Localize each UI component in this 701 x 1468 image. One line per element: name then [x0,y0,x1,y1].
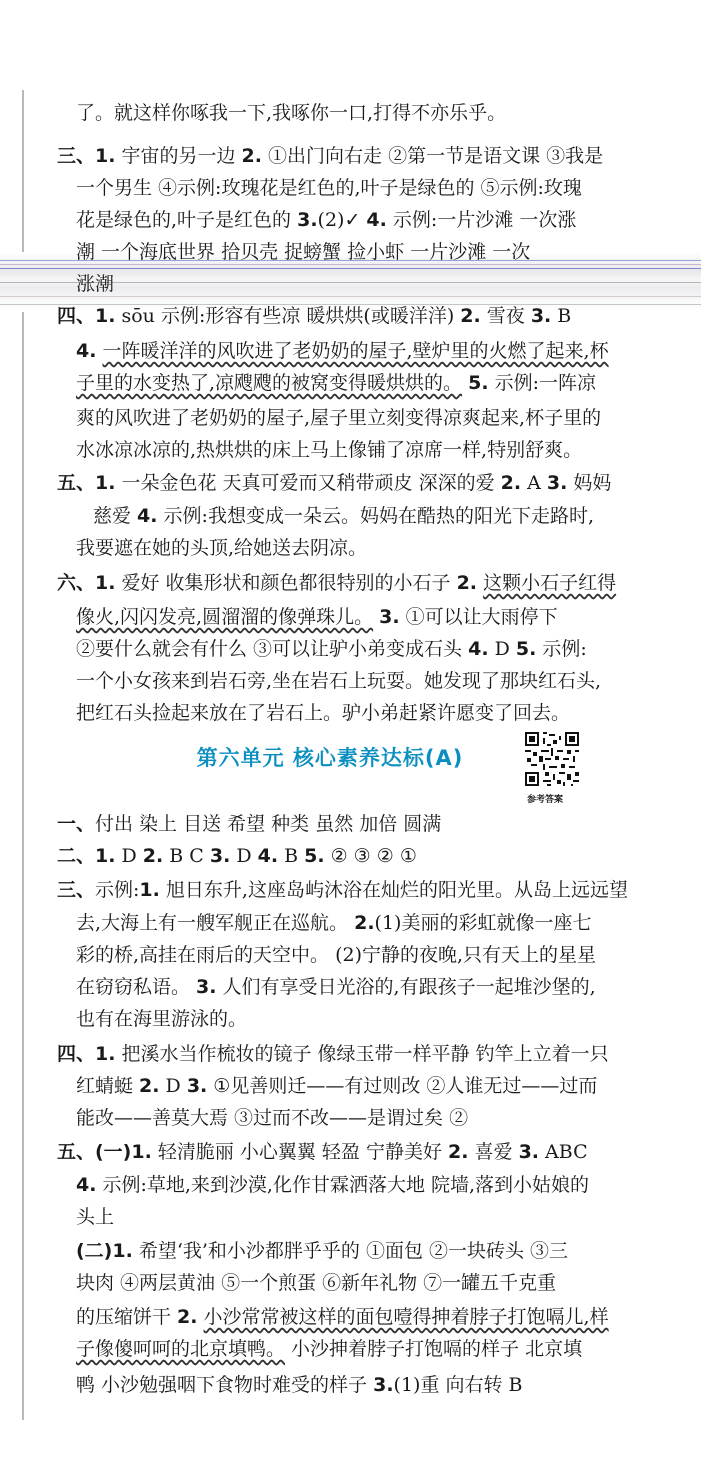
answer-text: 了。就这样你啄我一下,我啄你一口,打得不亦乐乎。 [76,102,507,124]
answer-line [76,1073,597,1099]
answer-line [76,271,114,297]
answer-line [57,470,611,496]
answer-text: 一朵金色花 天真可爱而又稍带顽皮 深深的爱 [115,472,501,494]
answer-text: ①见善则迁——有过则改 ②人谁无过——过而 [207,1075,598,1097]
answer-line [76,535,367,561]
answer-text: 爽的风吹进了老奶奶的屋子,屋子里立刻变得凉爽起来,杯子里的 [76,407,602,429]
answer-text: 红蜻蜓 [76,1075,140,1097]
answer-line [76,1105,468,1131]
item-number: 4. [76,340,97,362]
item-number: 3. [209,845,231,867]
answer-line [76,1006,247,1032]
item-number: 4. [76,1174,97,1196]
item-number: 4. [257,845,279,867]
item-number: 一、 [57,813,96,835]
item-number: 3. [297,209,318,231]
item-number: 2. [448,1141,469,1163]
answer-text: 示例: [536,638,587,660]
answer-text: 涨潮 [76,273,115,295]
answer-line [76,636,587,662]
answer-text: 像火,闪闪发亮,圆溜溜的像弹珠儿。 [76,606,374,628]
answer-text: (2)✓ [317,209,367,231]
answer-line [76,239,530,265]
item-number: 4. [137,505,158,527]
answer-line [76,668,601,694]
answer-line [76,175,582,201]
item-number: 二、1. [57,845,116,867]
answer-line [76,100,506,126]
answer-text: 希望‘我’和小沙都胖乎乎的 ①面包 ②一块砖头 ③三 [132,1240,569,1262]
answer-line [57,143,603,169]
answer-text: 潮 一个海底世界 拾贝壳 捉螃蟹 捡小虾 一片沙滩 一次 [76,241,531,263]
answer-text: 块肉 ④两层黄油 ⑤一个煎蛋 ⑥新年礼物 ⑦一罐五千克重 [76,1272,557,1294]
item-number: 4. [468,638,489,660]
answer-line [57,303,571,329]
answer-line [57,1041,609,1067]
item-number: 三、1. [57,145,116,167]
item-number: 五、(一)1. [57,1141,152,1163]
answer-text: ABC [539,1141,588,1163]
answer-text: 旭日东升,这座岛屿沐浴在灿烂的阳光里。从岛上远远望 [159,879,628,901]
answer-text: 我要遮在她的头顶,给她送去阴凉。 [76,537,368,559]
answer-text: 鸭 小沙勉强咽下食物时难受的样子 [76,1374,374,1396]
answer-line [76,700,570,726]
item-number: 1. [139,879,160,901]
answer-text: ①出门向右走 ②第一节是语文课 ③我是 [262,145,604,167]
item-number: 4. [366,209,387,231]
answer-text: 人们有享受日光浴的,有跟孩子一起堆沙堡的, [216,976,596,998]
answer-text: D [159,1075,187,1097]
answer-text: (1)美丽的彩虹就像一座七 [374,912,592,934]
answer-text: D [115,845,143,867]
answer-text: B [551,305,572,327]
answer-text: 子像傻呵呵的北京填鸭。 [76,1338,286,1360]
answer-text: 示例:草地,来到沙漠,化作甘霖洒落大地 院墙,落到小姑娘的 [96,1174,590,1196]
answer-line [76,604,558,630]
answer-line [76,405,601,431]
answer-line [76,370,596,396]
item-number: 5. [515,638,537,660]
qr-code-icon [523,730,581,788]
item-number: 3. [518,1141,540,1163]
answer-text: 子里的水变热了,凉飕飕的被窝变得暖烘烘的。 [76,372,463,394]
item-number: 2. [456,572,478,594]
item-number: 3. [373,1374,394,1396]
answer-text: 小沙常常被这样的面包噎得抻着脖子打饱嗝儿,样 [203,1306,609,1328]
item-number: 5. [468,372,489,394]
answer-text: 头上 [76,1206,115,1228]
answer-text: 把溪水当作梳妆的镜子 像绿玉带一样平静 钓竿上立着一只 [115,1043,609,1065]
answer-text: 妈妈 [567,472,612,494]
item-number: 3. [186,1075,208,1097]
answer-text: 轻清脆丽 小心翼翼 轻盈 宁静美好 [151,1141,449,1163]
answer-line [93,503,594,529]
answer-text: 喜爱 [468,1141,519,1163]
item-number: 四、1. [57,1043,116,1065]
item-number: (二)1. [76,1240,133,1262]
answer-text: 宇宙的另一边 [115,145,242,167]
answer-line [76,1304,609,1330]
answer-text: 慈爱 [93,505,138,527]
qr-code-label: 参考答案 [527,795,564,805]
item-number: 3. [546,472,568,494]
answer-text: B [278,845,305,867]
item-number: 2. [142,845,164,867]
answer-line [57,811,441,837]
answer-text: 花是绿色的,叶子是红色的 [76,209,298,231]
answer-text: (1)重 向右转 B [393,1374,523,1396]
answer-line [57,843,417,869]
item-number: 3. [379,606,400,628]
answer-text: 一阵暖洋洋的风吹进了老奶奶的屋子,壁炉里的火燃了起来,杯 [102,340,609,362]
answer-line [76,437,582,463]
answer-text: 雪夜 [480,305,531,327]
answer-text: 示例:一片沙滩 一次涨 [386,209,577,231]
answer-text: 能改——善莫大焉 ③过而不改——是谓过矣 ② [76,1107,469,1129]
item-number: 2. [241,145,262,167]
answer-text: sōu 示例:形容有些凉 暖烘烘(或暖洋洋) [115,305,461,327]
item-number: 三、 [57,879,96,901]
answer-line [57,877,628,903]
answer-text: 付出 染上 目送 希望 种类 虽然 加倍 圆满 [95,813,442,835]
item-number: 2. [460,305,481,327]
answer-text: 水冰凉冰凉的,热烘烘的床上马上像铺了凉席一样,特别舒爽。 [76,439,583,461]
answer-line [76,974,596,1000]
answer-text: ②要什么就会有什么 ③可以让驴小弟变成石头 [76,638,469,660]
answer-text: 示例:我想变成一朵云。妈妈在酷热的阳光下走路时, [157,505,594,527]
answer-line [76,207,576,233]
answer-text: ② ③ ② ① [324,845,417,867]
answer-line [76,910,591,936]
item-number: 2. [500,472,522,494]
answer-text: 一个小女孩来到岩石旁,坐在岩石上玩耍。她发现了那块红石头, [76,670,602,692]
answer-text: 把红石头捡起来放在了岩石上。驴小弟赶紧许愿变了回去。 [76,702,571,724]
answer-text: 示例:一阵凉 [488,372,596,394]
item-number: 五、1. [57,472,116,494]
answer-text: D [230,845,258,867]
answer-text: 小沙抻着脖子打饱嗝的样子 北京填 [285,1338,583,1360]
item-number: 5. [304,845,325,867]
answer-line [76,1204,114,1230]
answer-text: 的压缩饼干 [76,1306,178,1328]
answer-line [76,338,609,364]
item-number: 3. [530,305,552,327]
answer-line [76,1270,556,1296]
answer-line [57,570,616,596]
item-number: 2. [139,1075,160,1097]
answer-text: 去,大海上有一艘军舰正在巡航。 [76,912,355,934]
answer-text: 示例: [95,879,140,901]
answer-text: 一个男生 ④示例:玫瑰花是红色的,叶子是绿色的 ⑤示例:玫瑰 [76,177,582,199]
item-number: 2. [177,1306,198,1328]
answer-text: ①可以让大雨停下 [399,606,558,628]
answer-text: 爱好 收集形状和颜色都很特别的小石子 [115,572,457,594]
answer-line [76,1172,589,1198]
answer-line [76,942,596,968]
answer-line [76,1336,582,1362]
item-number: 四、1. [57,305,116,327]
answer-text: D [488,638,516,660]
item-number: 六、1. [57,572,116,594]
item-number: 3. [196,976,217,998]
answer-line [76,1238,568,1264]
answer-text: 彩的桥,高挂在雨后的天空中。 (2)宁静的夜晚,只有天上的星星 [76,944,597,966]
answer-text: 在窃窃私语。 [76,976,197,998]
answer-line [57,1139,588,1165]
item-number: 2. [354,912,375,934]
answer-text: 这颗小石子红得 [483,572,617,594]
answer-text: A [521,472,547,494]
answer-line [76,1372,523,1398]
answer-text: 也有在海里游泳的。 [76,1008,248,1030]
section-title: 第六单元 核心素养达标(A) [196,746,464,770]
answer-text: B C [163,845,210,867]
